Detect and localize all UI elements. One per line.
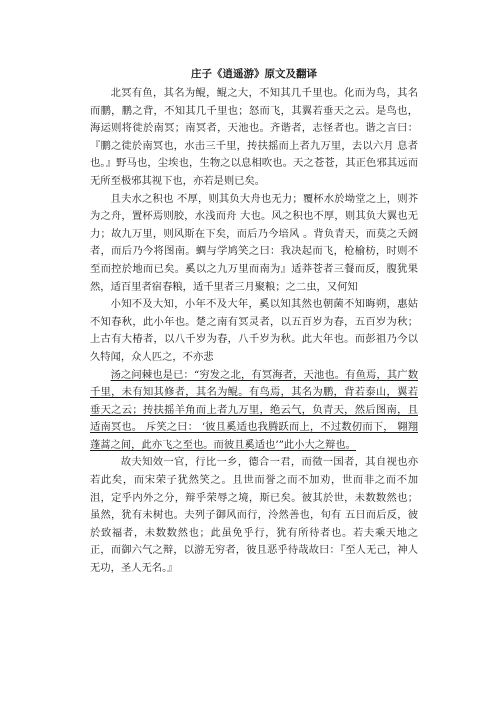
document-title: 庄子《逍遥游》原文及翻译 [191, 68, 317, 80]
paragraph-3: 小知不及大知，小年不及大年，奚以知其然也朝菌不知晦朔，惠姑不知春秋，此小年也。楚之南有冥灵者，以五百岁为春，五百岁为秋；上古有大椿者，以八千岁为春，八千岁为秋。此大年也。而彭祖乃今以久特闻，众人匹之，不亦悲 [90, 298, 418, 363]
paragraph-5: 故夫知效一官，行比一乡，德合一君，而徵一国者，其自视也亦若此矣，而宋荣子犹然笑之。且世而誉之而不加劝，世而非之而不加沮，定乎内外之分，辩乎荣辱之境，斯已矣。彼其於世，未数数然也；虽然，犹有未树也。夫列子御风而行，泠然善也，旬有 五日而后反，彼於致福者，未数数然也；此虽免乎行，犹有所待者也。若夫乘天地之正，而御六气之辩，以游无穷者，彼且恶乎待哉故曰：『至人无己，神人无功，圣人无名。』 [90, 456, 418, 575]
document-page [90, 68, 418, 578]
paragraph-1: 北冥有鱼，其名为鲲，鲲之大，不知其几千里也。化而为鸟，其名而鹏，鹏之背，不知其几千里也；怒而飞，其翼若垂天之云。是鸟也，海运则将徙於南冥；南冥者，天池也。齐谐者，志怪者也。谐之言曰：『鹏之徙於南冥也，水击三千里，抟扶摇而上者九万里，去以六月 息者也。』野马也，尘埃也，生物之以息相吹也。天之苍苍，其正色邪其远而无所至极邪其视下也，亦若是则已矣。 [90, 87, 418, 187]
paragraph-2: 且夫水之积也 不厚，则其负大舟也无力；覆杯水於坳堂之上，则芥为之舟，置杯焉则胶，水浅而舟 大也。风之积也不厚，则其负大翼也无力；故九万里，则风斯在下矣，而后乃今培风 。背负青天，而莫之夭阏者，而后乃今将图南。蜩与学鸠笑之曰：我决起而飞，枪榆枋，时则不至而控於地而已矣。奚以之九万里而南为』适莽苍者三餐而反，腹犹果然，适百里者宿春粮，适千里者三月聚粮；之二虫，又何知 [90, 192, 418, 293]
paragraph-4: 汤之问棘也是已：“穷发之北，有冥海者，天池也。有鱼焉，其广数千里，未有知其修者，其名为鲲。有鸟焉，其名为鹏，背若泰山，翼若垂天之云；抟扶摇羊角而上者九万里，绝云气，负青天，然后图南，且适南冥也。 斥笑之曰： ‘彼且奚适也我腾跃而上，不过数仞而下， 翱翔蓬蒿之间，此亦飞之至也。而彼且奚适也’”此小大之辩也。 [90, 368, 418, 451]
